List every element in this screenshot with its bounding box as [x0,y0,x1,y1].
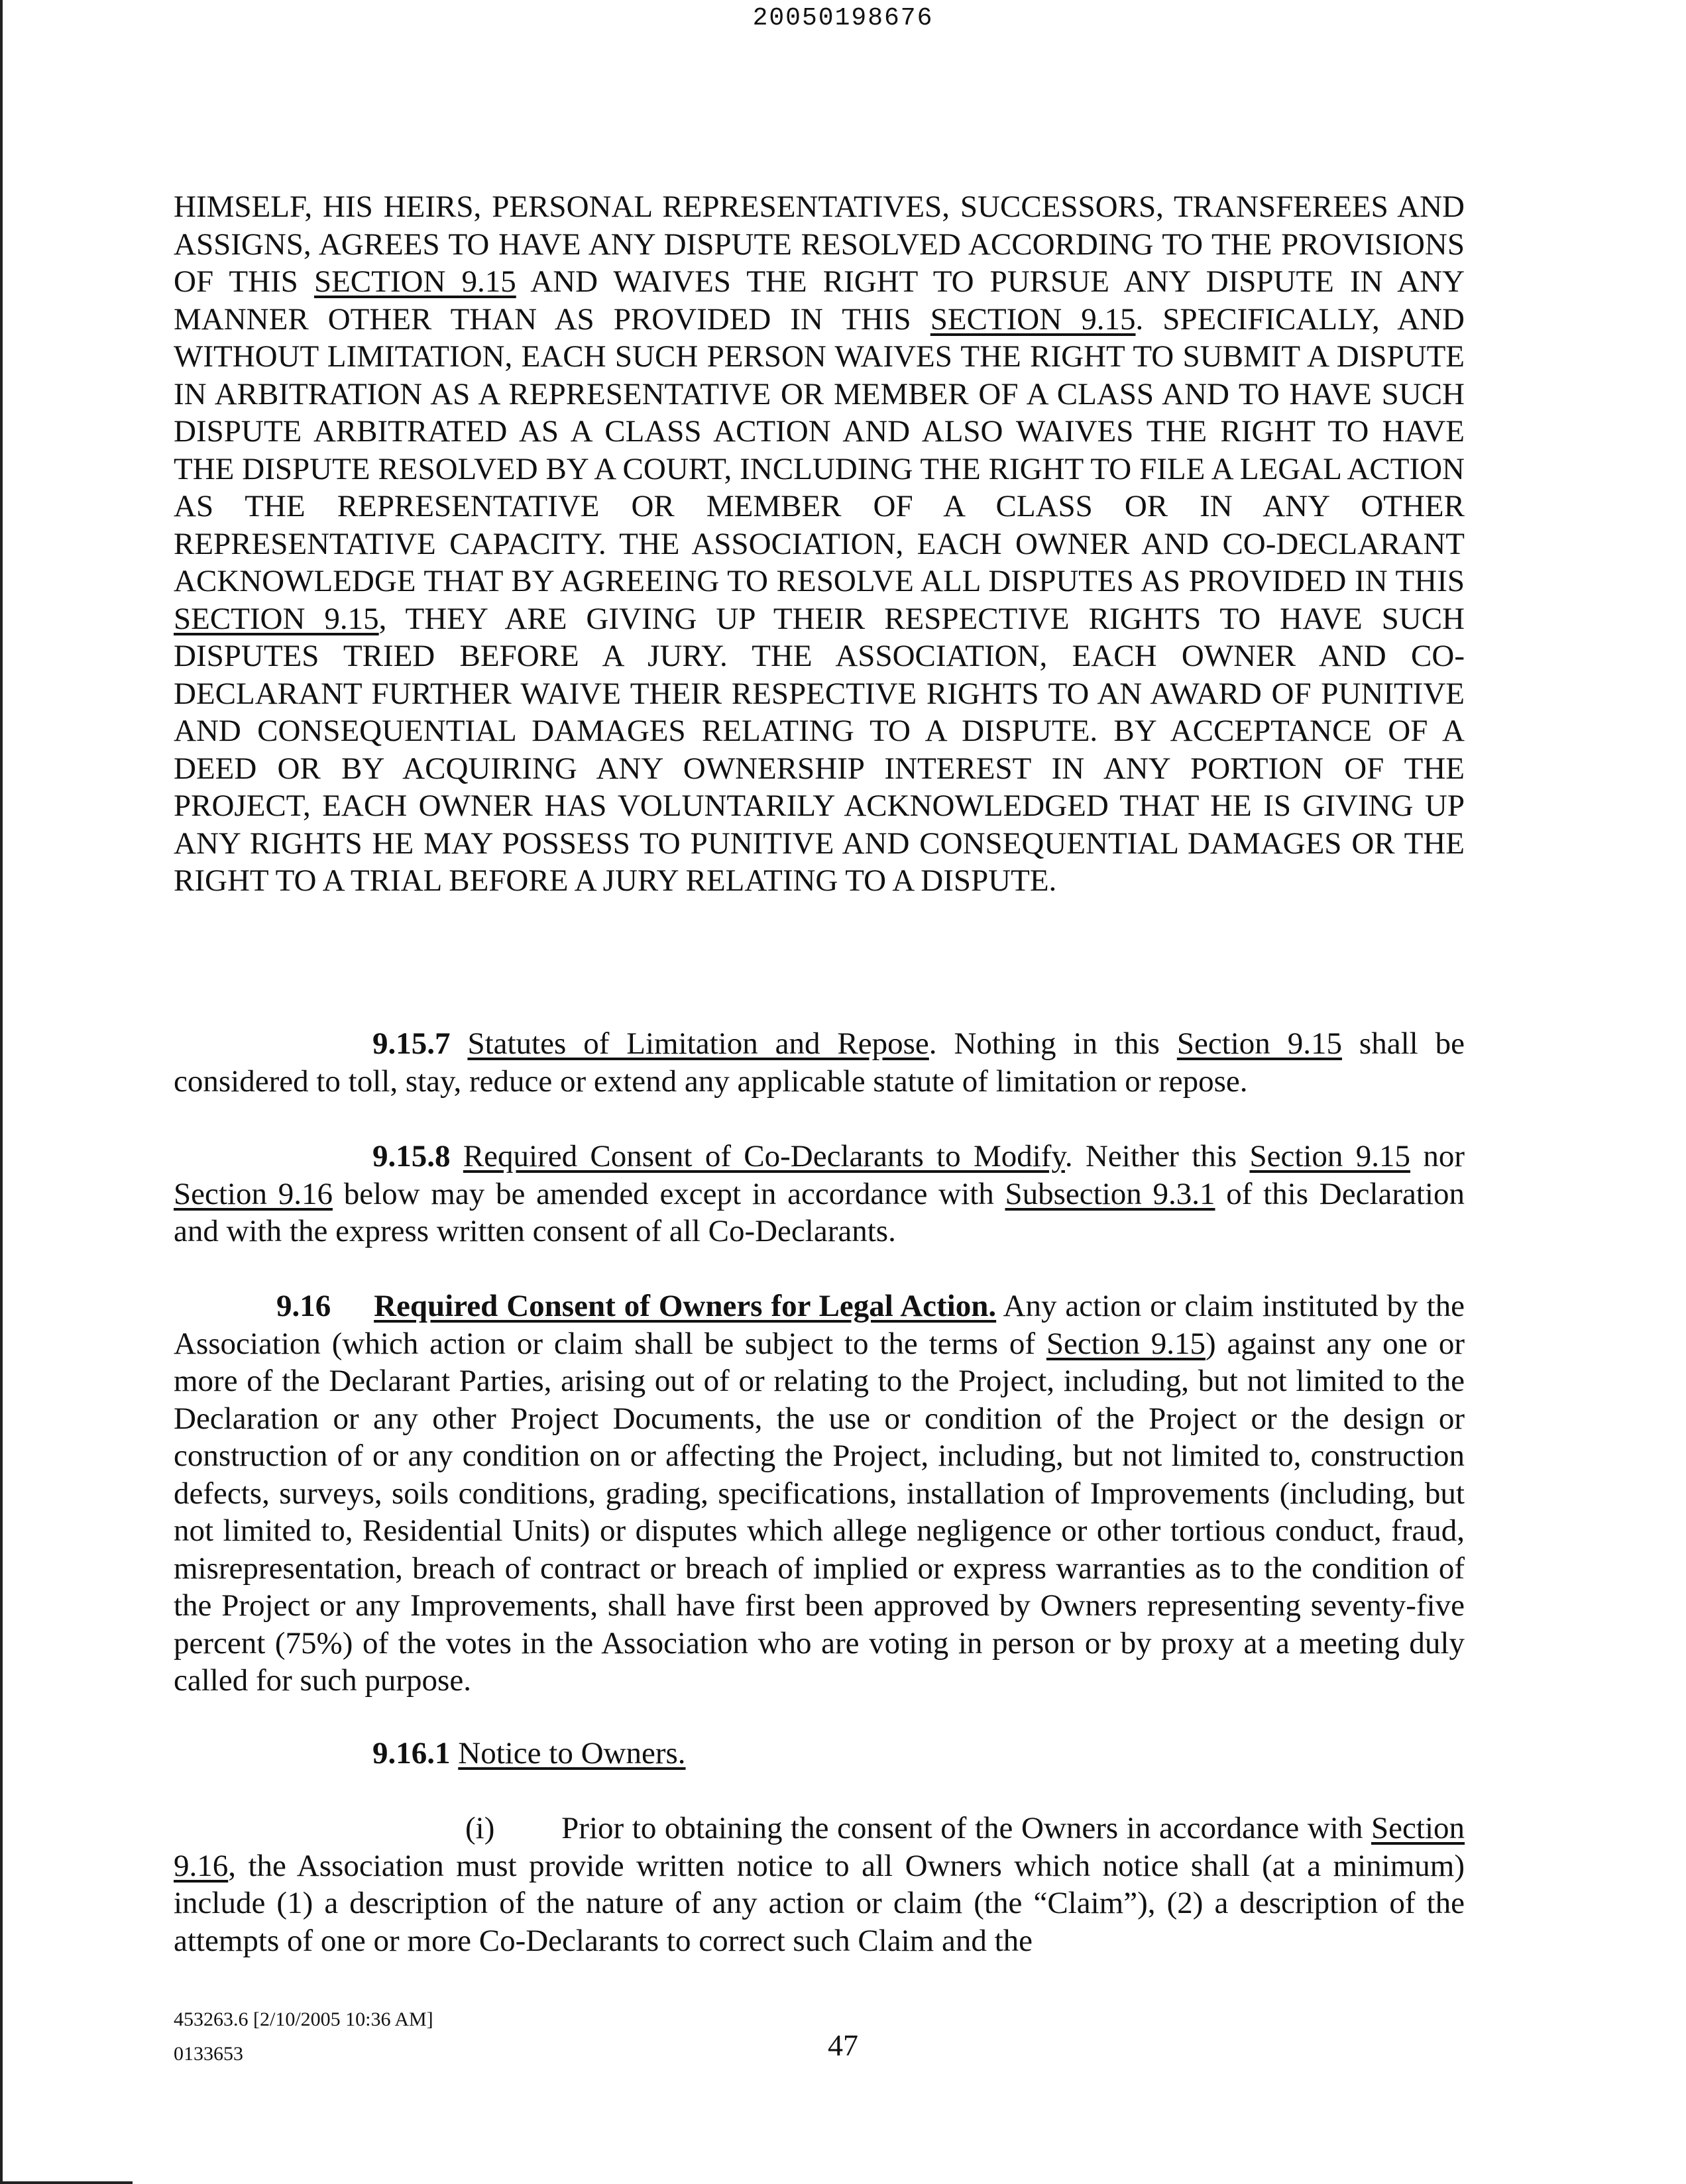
section-title: Statutes of Limitation and Repose [467,1026,929,1061]
item-label: (i) [465,1811,495,1845]
waiver-text-part-1: HIMSELF, HIS HEIRS, PERSONAL REPRESENTATIVES, SUCCESSORS, TRANSFEREES AND ASSIGNS, AGREES TO HAVE ANY DISPUTE RESOLVED ACCORDING TO THE PROVISIONS OF THIS [174,190,1465,299]
section-9-15-7-text [174,1025,1465,1100]
section-body: . Neither this [1064,1139,1250,1174]
scan-bottom-edge [0,2181,133,2184]
item-body: Prior to obtaining the consent of the Owners in accordance with [561,1811,1372,1845]
section-number: 9.15.8 [372,1139,451,1174]
item-body: , the Association must provide written notice to all Owners which notice shall (at a minimum) include (1) a description of the nature of any action or claim (the “Claim”), (2) a description of the attempts of one or more Co-Declarants to correct such Claim and the [174,1848,1465,1958]
section-ref: SECTION 9.15 [174,601,379,636]
waiver-text-part-2: AND WAIVES THE RIGHT TO PURSUE ANY DISPUTE IN ANY MANNER OTHER THAN AS PROVIDED IN THIS [174,264,1465,337]
section-body: nor [1410,1139,1465,1174]
section-ref: Section 9.15 [1176,1026,1342,1061]
item-i [174,1810,1465,1959]
waiver-paragraph [174,188,1465,900]
section-9-16-1 [174,1735,1465,1773]
scan-left-edge [0,0,3,2184]
waiver-text-part-3: . SPECIFICALLY, AND WITHOUT LIMITATION, EACH SUCH PERSON WAIVES THE RIGHT TO SUBMIT A DISPUTE IN ARBITRATION AS A REPRESENTATIVE OR MEMBER OF A CLASS AND TO HAVE SUCH DISPUTE ARBITRATED AS A CLASS ACTION AND ALSO WAIVES THE RIGHT TO HAVE THE DISPUTE RESOLVED BY A COURT, INCLUDING THE RIGHT TO FILE A LEGAL ACTION AS THE REPRESENTATIVE OR MEMBER OF A CLASS OR IN ANY OTHER REPRESENTATIVE CAPACITY. THE ASSOCIATION, EACH OWNER AND CO-DECLARANT ACKNOWLEDGE THAT BY AGREEING TO RESOLVE ALL DISPUTES AS PROVIDED IN THIS [174,301,1465,598]
footer-matter-number: 0133653 [174,2043,243,2065]
section-body: below may be amended except in accordance with [332,1176,1005,1211]
section-ref: Section 9.15 [1249,1139,1411,1174]
section-ref: Section 9.15 [1046,1326,1206,1361]
document-number: 20050198676 [752,4,934,32]
section-number: 9.15.7 [372,1026,451,1061]
section-number: 9.16 [276,1289,331,1323]
section-ref: Subsection 9.3.1 [1005,1176,1215,1211]
section-ref: Section 9.16 [174,1176,333,1211]
page-number: 47 [828,2028,858,2062]
section-title: Notice to Owners. [458,1736,686,1771]
section-9-16-1-text [174,1735,1465,1773]
section-number: 9.16.1 [372,1736,451,1771]
section-9-16 [174,1287,1465,1700]
section-heading: Required Consent of Owners for Legal Action. [374,1289,997,1323]
section-ref: Section 9.16 [174,1811,1465,1883]
footer-doc-id: 453263.6 [2/10/2005 10:36 AM] [174,2008,433,2030]
section-ref: SECTION 9.15 [930,301,1136,337]
section-9-15-8-text [174,1138,1465,1250]
waiver-paragraph-text [174,188,1465,900]
section-body: shall be considered to toll, stay, reduce or extend any applicable statute of limitation or repose. [174,1026,1465,1099]
section-body: ) against any one or more of the Declarant Parties, arising out of or relating to the Project, including, but not limited to the Declaration or any other Project Documents, the use or condition of the Project or the design or construction of or any condition on or affecting the Project, including, but not limited to, construction defects, surveys, soils conditions, grading, specifications, installation of Improvements (including, but not limited to, Residential Units) or disputes which allege negligence or other tortious conduct, fraud, misrepresentation, breach of contract or breach of implied or express warranties as to the condition of the Project or any Improvements, shall have first been approved by Owners representing seventy-five percent (75%) of the votes in the Association who are voting in person or by proxy at a meeting duly called for such purpose. [174,1326,1465,1698]
section-ref: SECTION 9.15 [313,264,516,299]
section-title: Required Consent of Co-Declarants to Modify [463,1139,1065,1174]
section-9-15-8 [174,1138,1465,1250]
waiver-text-part-4: , THEY ARE GIVING UP THEIR RESPECTIVE RIGHTS TO HAVE SUCH DISPUTES TRIED BEFORE A JURY. THE ASSOCIATION, EACH OWNER AND CO-DECLARANT FURTHER WAIVE THEIR RESPECTIVE RIGHTS TO AN AWARD OF PUNITIVE AND CONSEQUENTIAL DAMAGES RELATING TO A DISPUTE. BY ACCEPTANCE OF A DEED OR BY ACQUIRING ANY OWNERSHIP INTEREST IN ANY PORTION OF THE PROJECT, EACH OWNER HAS VOLUNTARILY ACKNOWLEDGED THAT HE IS GIVING UP ANY RIGHTS HE MAY POSSESS TO PUNITIVE AND CONSEQUENTIAL DAMAGES OR THE RIGHT TO A TRIAL BEFORE A JURY RELATING TO A DISPUTE. [174,601,1465,898]
section-9-16-text [174,1287,1465,1700]
section-body: of this Declaration and with the express written consent of all Co-Declarants. [174,1176,1465,1248]
item-i-text [174,1810,1465,1959]
section-9-15-7 [174,1025,1465,1100]
section-body: Any action or claim instituted by the Association (which action or claim shall be subject to the terms of [174,1289,1465,1361]
section-body: . Nothing in this [928,1026,1177,1061]
